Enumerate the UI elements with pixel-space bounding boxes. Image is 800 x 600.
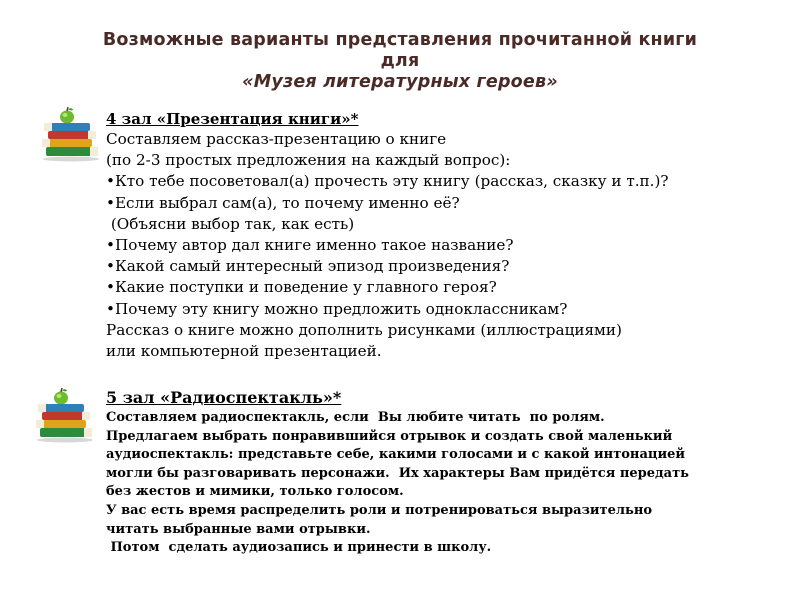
text-line: без жестов и мимики, только голосом. <box>106 484 404 500</box>
text-line: аудиоспектакль: представьте себе, какими голосами и с какой интонацией <box>106 447 686 463</box>
text-line: Рассказ о книге можно дополнить рисунками (иллюстрациями) <box>106 320 622 339</box>
text-line: (по 2-3 простых предложения на каждый вопрос): <box>106 151 511 170</box>
text-line: (Объясни выбор так, как есть) <box>106 214 355 233</box>
title-line-3: «Музея литературных героев» <box>242 72 558 92</box>
text-line: •Если выбрал сам(а), то почему именно её? <box>106 193 460 212</box>
text-line: Потом сделать аудиозапись и принести в школу. <box>106 540 492 556</box>
text-line: могли бы разговаривать персонажи. Их характеры Вам придётся передать <box>106 465 689 481</box>
title-line-1: Возможные варианты представления прочитанной книги <box>102 30 698 50</box>
text-line: •Почему эту книгу можно предложить одноклассникам? <box>106 299 568 318</box>
title-line-2: для <box>380 51 420 71</box>
section-heading: 4 зал «Презентация книги»* <box>106 110 359 128</box>
books-with-apple-icon <box>40 106 102 162</box>
text-line: Предлагаем выбрать понравившийся отрывок и создать свой маленький <box>106 428 673 444</box>
section-heading: 5 зал «Радиоспектакль»* <box>106 388 342 407</box>
text-line: У вас есть время распределить роли и потренироваться выразительно <box>106 502 653 518</box>
section-hall-5 <box>106 387 689 558</box>
text-line: Составляем радиоспектакль, если Вы любите читать по ролям. <box>106 410 605 425</box>
text-line: читать выбранные вами отрывки. <box>106 521 371 537</box>
page-title <box>0 30 800 93</box>
books-with-apple-icon <box>34 387 96 443</box>
text-line: •Почему автор дал книге именно такое название? <box>106 236 514 255</box>
text-line: •Какой самый интересный эпизод произведения? <box>106 257 510 276</box>
section-hall-4 <box>106 110 669 362</box>
text-line: или компьютерной презентацией. <box>106 342 382 361</box>
text-line: •Какие поступки и поведение у главного героя? <box>106 278 497 297</box>
text-line: •Кто тебе посоветовал(а) прочесть эту книгу (рассказ, сказку и т.п.)? <box>106 172 669 191</box>
text-line: Составляем рассказ-презентацию о книге <box>106 130 447 148</box>
